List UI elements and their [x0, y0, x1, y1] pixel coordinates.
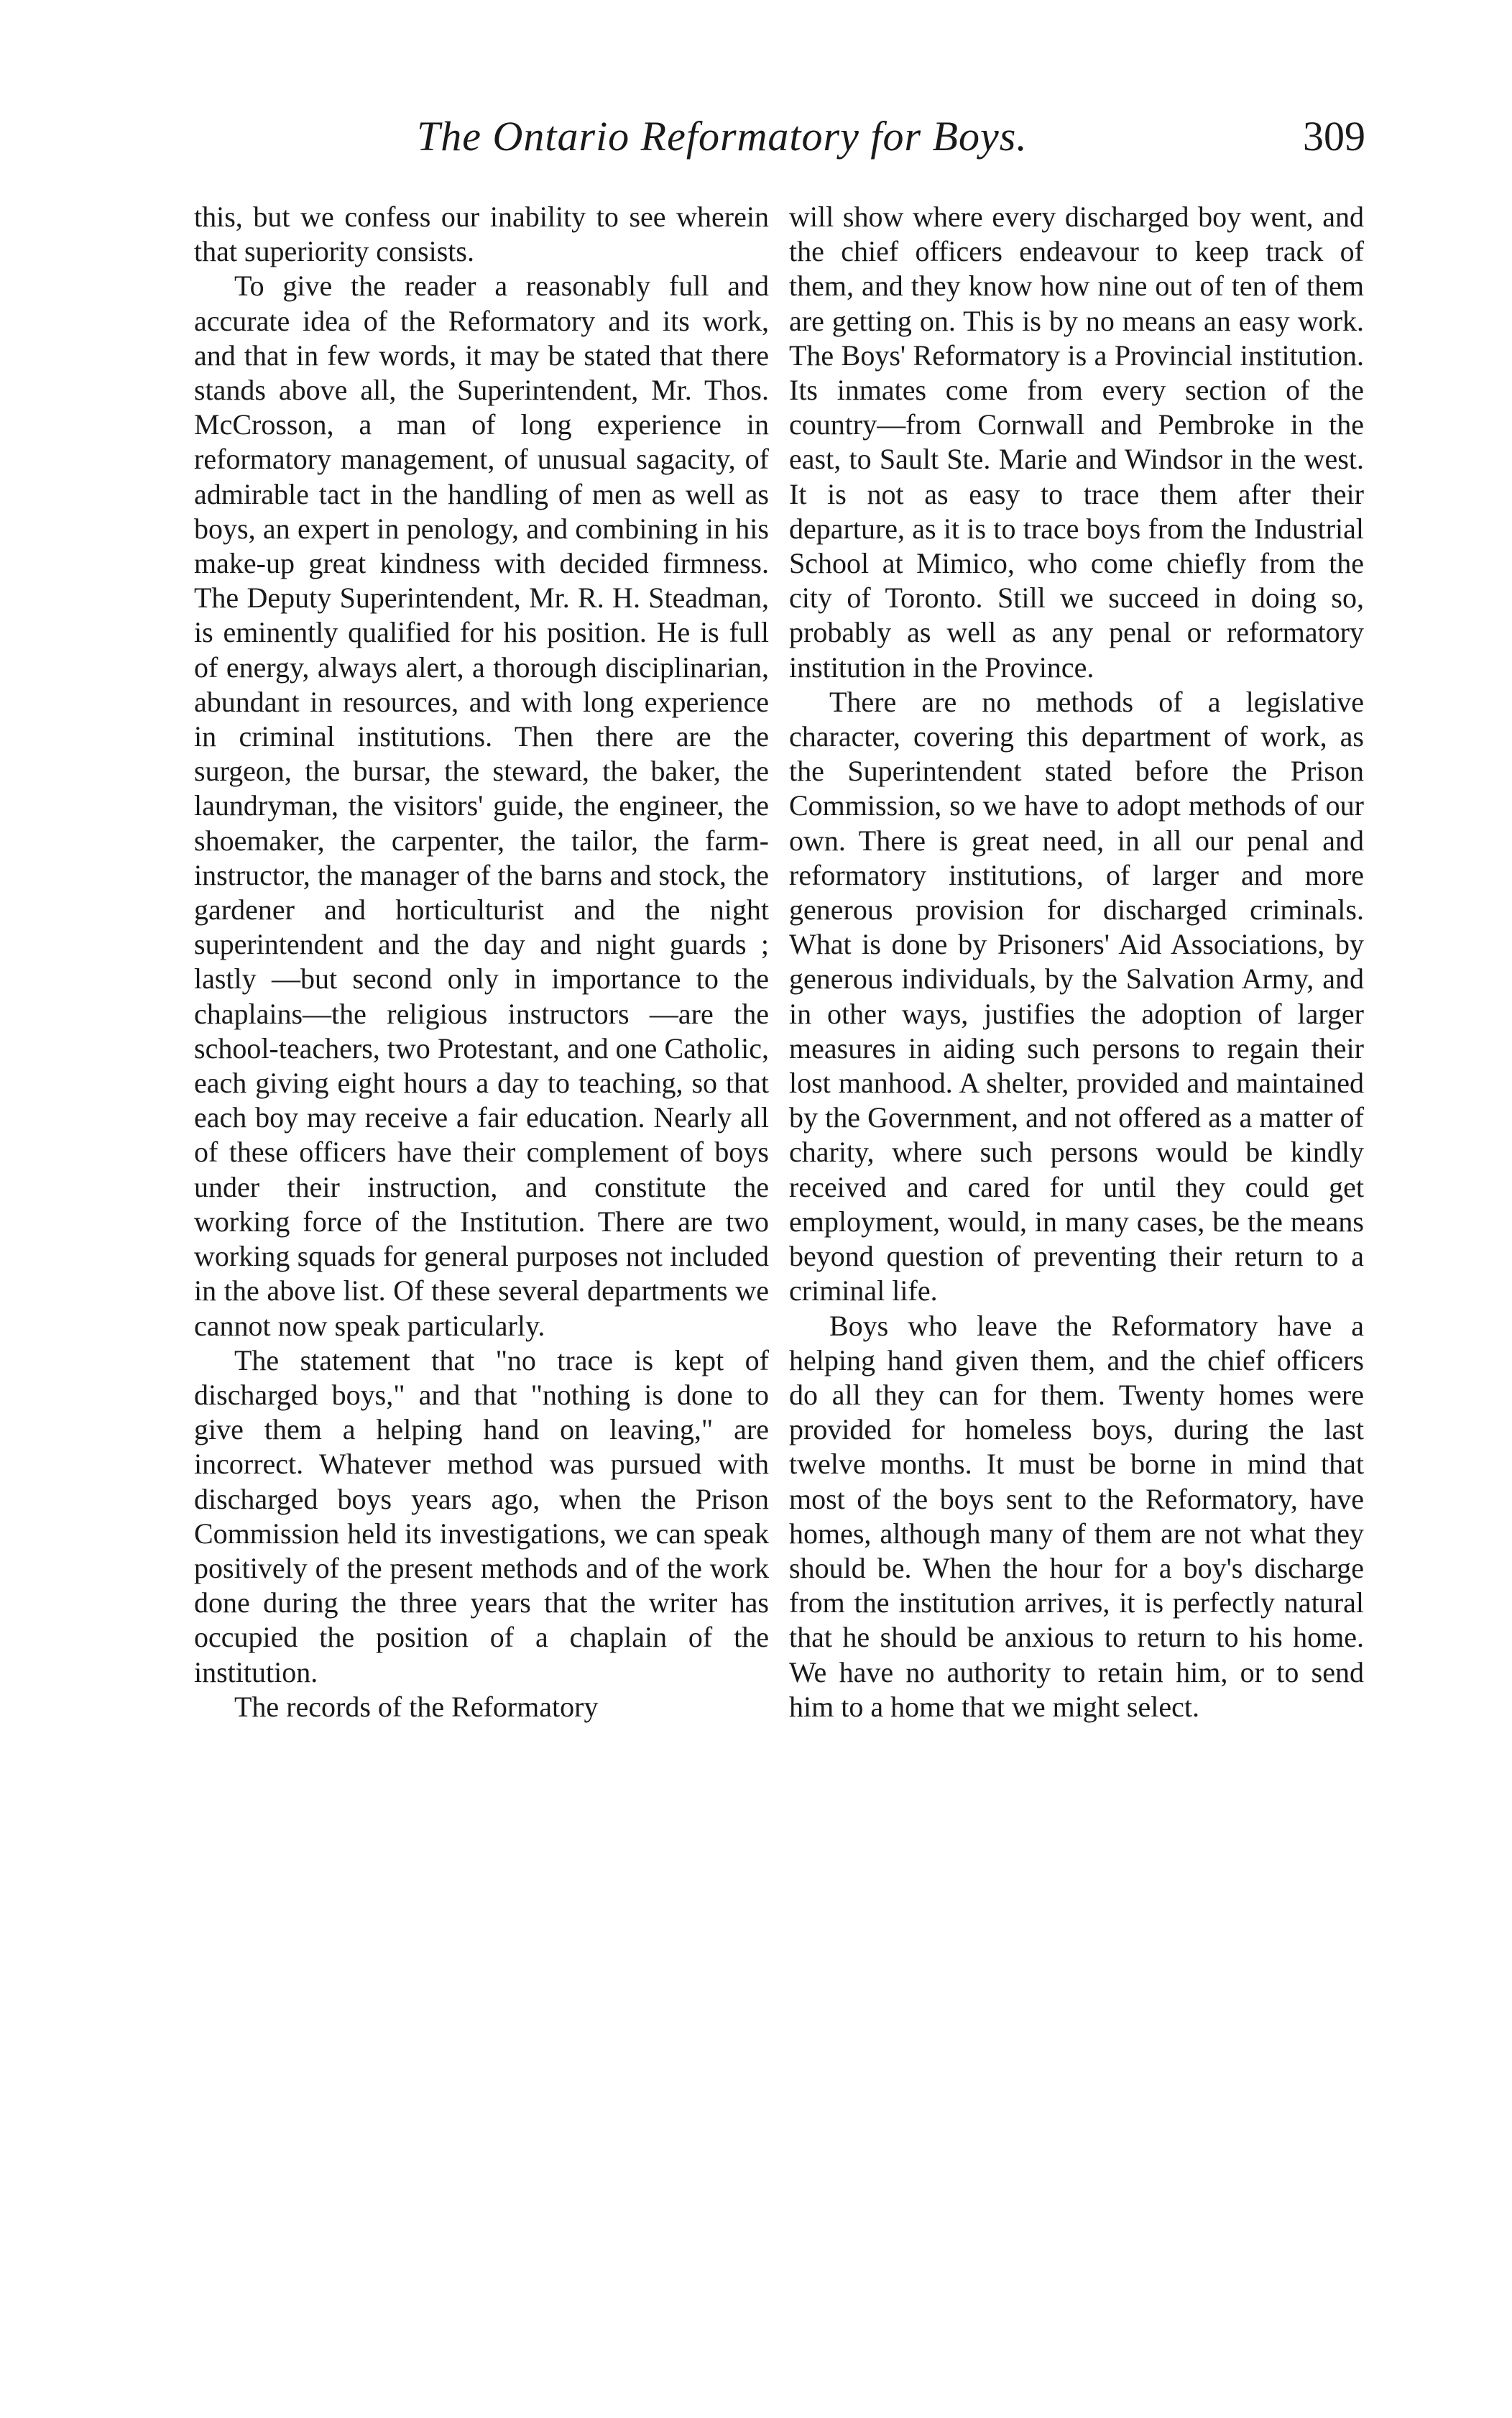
running-title: The Ontario Reformatory for Boys.: [417, 113, 1028, 160]
paragraph: To give the reader a reasonably full and accurate idea of the Reformatory and its work, and that in few words, it may be stated that there stands above all, the Superintendent, Mr. Thos. McCrosson, a man of long experience in reformatory management, of unusual sagacity, of admirable tact in the handling of men as well as boys, an expert in penology, and combining in his make-up great kindness with decided firmness. The Deputy Superintendent, Mr. R. H. Steadman, is eminently qualified for his position. He is full of energy, always alert, a thorough disciplinarian, abundant in resources, and with long experience in criminal institutions. Then there are the surgeon, the bursar, the steward, the baker, the laundryman, the visitors' guide, the engineer, the shoemaker, the carpenter, the tailor, the farm-instructor, the manager of the barns and stock, the gardener and horticulturist and the night superintendent and the day and night guards ; lastly —but second only in importance to the chaplains—the religious instructors —are the school-teachers, two Protestant, and one Catholic, each giving eight hours a day to teaching, so that each boy may receive a fair education. Nearly all of these officers have their complement of boys under their instruction, and constitute the working force of the Institution. There are two working squads for general purposes not included in the above list. Of these several departments we cannot now speak particularly.: [194, 270, 769, 1342]
paragraph: Boys who leave the Reformatory have a helping hand given them, and the chief officers do all they can for them. Twenty homes were provided for homeless boys, during the last twelve months. It must be borne in mind that most of the boys sent to the Reformatory, have homes, although many of them are not what they should be. When the hour for a boy's discharge from the institution arrives, it is perfectly natural that he should be anxious to return to his home. We have no authority to retain him, or to send him to a home that we might select.: [789, 1309, 1364, 1723]
page-number: 309: [1303, 113, 1365, 160]
right-column: [789, 200, 1364, 1724]
paragraph: this, but we confess our inability to see wherein that superiority consists.: [194, 201, 769, 268]
paragraph: There are no methods of a legislative character, covering this department of work, as the Superintendent stated before the Prison Commission, so we have to adopt methods of our own. There is great need, in all our penal and reformatory institutions, of larger and more generous provision for discharged criminals. What is done by Prisoners' Aid Associations, by generous individuals, by the Salvation Army, and in other ways, justifies the adoption of larger measures in aiding such persons to regain their lost manhood. A shelter, provided and maintained by the Government, and not offered as a matter of charity, where such persons would be kindly received and cared for until they could get employment, would, in many cases, be the means beyond question of preventing their return to a criminal life.: [789, 685, 1364, 1307]
left-column: [194, 200, 769, 1724]
paragraph: The statement that "no trace is kept of discharged boys," and that "nothing is done to give them a helping hand on leaving," are incorrect. Whatever method was pursued with discharged boys years ago, when the Prison Commission held its investigations, we can speak positively of the present methods and of the work done during the three years that the writer has occupied the position of a chaplain of the institution.: [194, 1343, 769, 1688]
paragraph: The records of the Reformatory: [234, 1690, 599, 1723]
paragraph: will show where every discharged boy went, and the chief officers endeavour to keep track of them, and they know how nine out of ten of them are getting on. This is by no means an easy work. The Boys' Reformatory is a Provincial institution. Its inmates come from every section of the country—from Cornwall and Pembroke in the east, to Sault Ste. Marie and Windsor in the west. It is not as easy to trace them after their departure, as it is to trace boys from the Industrial School at Mimico, who come chiefly from the city of Toronto. Still we succeed in doing so, probably as well as any penal or reformatory institution in the Province.: [789, 201, 1364, 684]
running-head: [194, 108, 1365, 173]
